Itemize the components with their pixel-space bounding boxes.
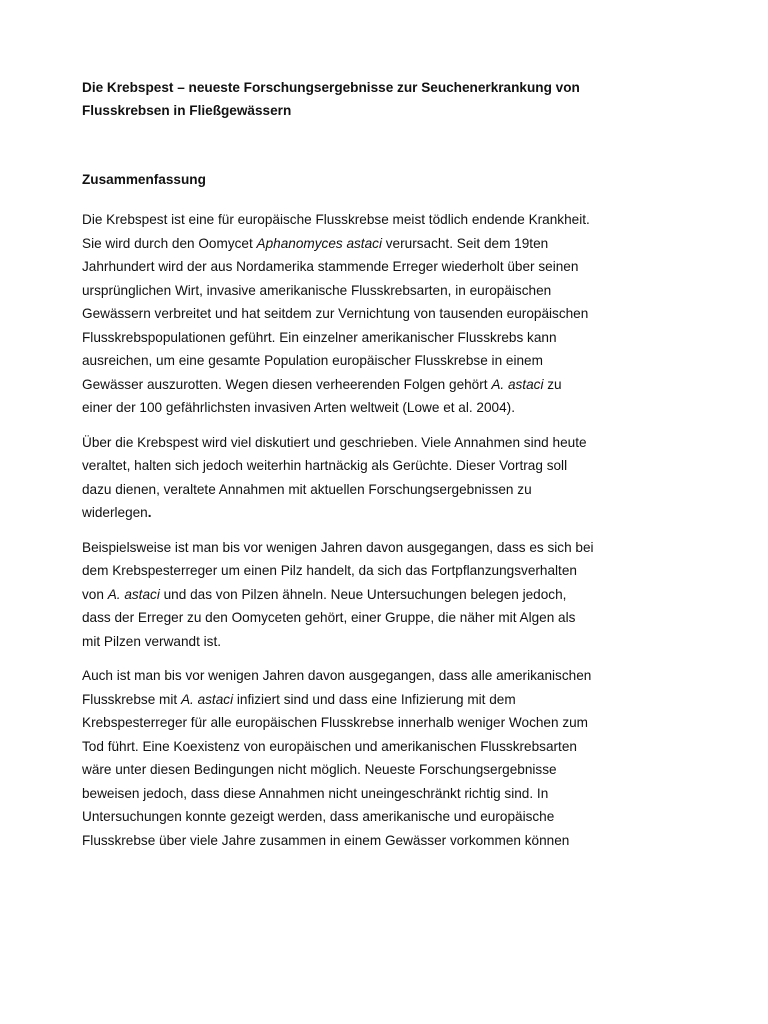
- text-line: widerlegen.: [82, 505, 152, 520]
- paragraph-4: [82, 664, 622, 852]
- text-line: Untersuchungen konnte gezeigt werden, dass amerikanische und europäische: [82, 809, 555, 824]
- species-name: A. astaci: [107, 586, 160, 602]
- text-line: Auch ist man bis vor wenigen Jahren davon ausgegangen, dass alle amerikanischen: [82, 668, 592, 683]
- species-name: Aphanomyces astaci: [256, 235, 382, 251]
- text-line: Flusskrebspopulationen geführt. Ein einzelner amerikanischer Flusskrebs kann: [82, 329, 557, 345]
- text-line: Die Krebspest ist eine für europäische Flusskrebse meist tödlich endende Krankheit.: [82, 212, 590, 227]
- text-line: ursprünglichen Wirt, invasive amerikanische Flusskrebsarten, in europäischen: [82, 282, 552, 298]
- text-line: dazu dienen, veraltete Annahmen mit aktuellen Forschungsergebnissen zu: [82, 481, 532, 497]
- text-line: Flusskrebse mit A. astaci infiziert sind und dass eine Infizierung mit dem: [82, 691, 516, 707]
- text-line: dass der Erreger zu den Oomyceten gehört, einer Gruppe, die näher mit Algen als: [82, 610, 576, 625]
- paragraph-1: [82, 208, 622, 420]
- species-name: A. astaci: [180, 691, 234, 707]
- text-line: einer der 100 gefährlichsten invasiven Arten weltweit (Lowe et al. 2004).: [82, 400, 515, 415]
- text-line: Tod führt. Eine Koexistenz von europäischen und amerikanischen Flusskrebsarten: [82, 738, 577, 754]
- text-line: beweisen jedoch, dass diese Annahmen nicht uneingeschränkt richtig sind. In: [82, 785, 549, 801]
- text-line: Krebspesterreger für alle europäischen Flusskrebse innerhalb weniger Wochen zum: [82, 715, 589, 730]
- document-page: [82, 76, 622, 852]
- text-line: ausreichen, um eine gesamte Population europäischer Flusskrebse in einem: [82, 353, 543, 368]
- text-line: Gewässern verbreitet und hat seitdem zur Vernichtung von tausenden europäischen: [82, 306, 589, 321]
- paragraph-3: [82, 536, 622, 654]
- text-line: dem Krebspesterreger um einen Pilz handelt, da sich das Fortpflanzungsverhalten: [82, 563, 577, 578]
- section-heading: Zusammenfassung: [82, 172, 206, 187]
- text-line: Jahrhundert wird der aus Nordamerika stammende Erreger wiederholt über seinen: [82, 259, 579, 274]
- text-line: veraltet, halten sich jedoch weiterhin hartnäckig als Gerüchte. Dieser Vortrag soll: [82, 458, 568, 473]
- text-line: Sie wird durch den Oomycet Aphanomyces astaci verursacht. Seit dem 19ten: [82, 235, 549, 251]
- text-line: Gewässer auszurotten. Wegen diesen verheerenden Folgen gehört A. astaci zu: [82, 376, 562, 392]
- title-line-1: Die Krebspest – neueste Forschungsergebnisse zur Seuchenerkrankung von: [82, 80, 580, 95]
- text-line: Beispielsweise ist man bis vor wenigen Jahren davon ausgegangen, dass es sich bei: [82, 539, 594, 555]
- document-title: [82, 76, 622, 122]
- text-line: Flusskrebse über viele Jahre zusammen in einem Gewässer vorkommen können: [82, 832, 570, 848]
- title-line-2: Flusskrebsen in Fließgewässern: [82, 103, 292, 118]
- species-name: A. astaci: [491, 376, 544, 392]
- text-line: wäre unter diesen Bedingungen nicht möglich. Neueste Forschungsergebnisse: [82, 762, 557, 777]
- text-line: mit Pilzen verwandt ist.: [82, 633, 222, 649]
- paragraph-2: [82, 431, 622, 525]
- text-line: von A. astaci und das von Pilzen ähneln. Neue Untersuchungen belegen jedoch,: [82, 586, 567, 602]
- text-line: Über die Krebspest wird viel diskutiert und geschrieben. Viele Annahmen sind heute: [82, 434, 587, 450]
